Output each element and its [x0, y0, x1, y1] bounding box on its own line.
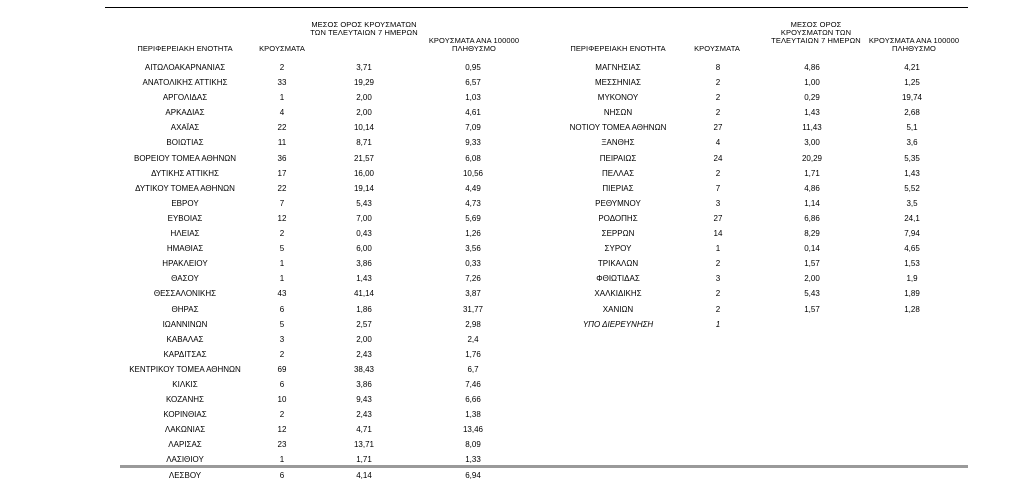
left-header-region: ΠΕΡΙΦΕΡΕΙΑΚΗ ΕΝΟΤΗΤΑ: [137, 44, 233, 53]
cell-avg7: 9,43: [356, 395, 372, 405]
cell-avg7: 5,43: [804, 289, 820, 299]
cell-cases: 1: [279, 259, 285, 269]
cell-cases: 17: [277, 168, 287, 178]
cell-avg7: 1,14: [804, 198, 820, 208]
cell-region: ΑΧΑΪΑΣ: [170, 123, 200, 133]
right-header-cases: ΚΡΟΥΣΜΑΤΑ: [694, 44, 740, 53]
cell-cases: 24: [713, 153, 723, 163]
cell-region: ΦΘΙΩΤΙΔΑΣ: [596, 274, 640, 284]
cell-region: ΚΙΛΚΙΣ: [172, 379, 198, 389]
cell-region: ΜΑΓΝΗΣΙΑΣ: [595, 63, 641, 72]
cell-per100k: 1,38: [465, 410, 481, 420]
cell-per100k: 1,89: [904, 289, 920, 299]
cell-region: ΚΕΝΤΡΙΚΟΥ ΤΟΜΕΑ ΑΘΗΝΩΝ: [129, 364, 241, 374]
cell-avg7: 0,43: [356, 229, 372, 239]
cell-region: ΞΑΝΘΗΣ: [601, 138, 635, 148]
cell-per100k: 1,53: [904, 259, 920, 269]
table-row: [0, 392, 520, 407]
table-row: [0, 105, 1024, 120]
table-row: [0, 151, 1024, 166]
table-row: [0, 271, 1024, 286]
cell-cases: 27: [713, 123, 723, 133]
cell-cases: 12: [277, 213, 287, 223]
cell-per100k: 1,25: [904, 78, 920, 88]
cell-cases: 2: [715, 108, 721, 118]
cell-cases: 14: [713, 229, 723, 239]
cell-region: ΙΩΑΝΝΙΝΩΝ: [162, 319, 208, 329]
cell-per100k: 1,03: [465, 93, 481, 103]
table-row: [0, 347, 520, 362]
cell-cases: 22: [277, 183, 287, 193]
cell-per100k: 7,26: [465, 274, 481, 284]
cell-avg7: 3,71: [356, 63, 372, 72]
table-row: [0, 407, 520, 422]
cell-per100k: 13,46: [462, 425, 484, 435]
cell-avg7: 8,29: [804, 229, 820, 239]
cell-cases: 69: [277, 364, 287, 374]
cell-per100k: 1,76: [465, 349, 481, 359]
cell-region: ΛΕΣΒΟΥ: [168, 470, 202, 480]
cell-per100k: 4,73: [465, 198, 481, 208]
cell-avg7: 5,43: [356, 198, 372, 208]
cell-per100k: 6,7: [467, 364, 479, 374]
cell-region: ΕΥΒΟΙΑΣ: [167, 213, 203, 223]
cell-region: ΠΙΕΡΙΑΣ: [602, 183, 634, 193]
cell-avg7: 4,86: [804, 183, 820, 193]
cell-cases: 2: [715, 93, 721, 103]
cell-avg7: 4,86: [804, 63, 820, 72]
cell-region: ΔΥΤΙΚΗΣ ΑΤΤΙΚΗΣ: [151, 168, 219, 178]
cell-avg7: 2,43: [356, 349, 372, 359]
cell-per100k: 6,08: [465, 153, 481, 163]
cell-per100k: 6,57: [465, 78, 481, 88]
cell-cases: 3: [715, 198, 721, 208]
cell-region: ΘΕΣΣΑΛΟΝΙΚΗΣ: [153, 289, 217, 299]
cell-region: ΒΟΙΩΤΙΑΣ: [166, 138, 204, 148]
cell-region: ΘΑΣΟΥ: [171, 274, 199, 284]
cell-per100k: 5,35: [904, 153, 920, 163]
cell-region: ΛΑΡΙΣΑΣ: [168, 440, 202, 450]
table-row: [0, 241, 1024, 256]
cell-region: ΕΒΡΟΥ: [171, 198, 199, 208]
cell-per100k: 4,49: [465, 183, 481, 193]
table-row: [0, 286, 1024, 301]
cell-region: ΜΕΣΣΗΝΙΑΣ: [595, 78, 641, 88]
cell-region: ΧΑΛΚΙΔΙΚΗΣ: [594, 289, 642, 299]
cell-avg7: 1,71: [804, 168, 820, 178]
cell-avg7: 3,86: [356, 259, 372, 269]
table-row: [0, 422, 520, 437]
cell-region: ΤΡΙΚΑΛΩΝ: [597, 259, 639, 269]
cell-avg7: 2,00: [356, 108, 372, 118]
cell-avg7: 1,43: [804, 108, 820, 118]
cell-avg7: 4,14: [356, 470, 372, 480]
cell-cases: 12: [277, 425, 287, 435]
table-row: [0, 196, 1024, 211]
cell-avg7: 21,57: [353, 153, 375, 163]
cell-region: ΗΡΑΚΛΕΙΟΥ: [162, 259, 208, 269]
cell-cases: 1: [279, 455, 285, 465]
cell-region: ΛΑΚΩΝΙΑΣ: [164, 425, 206, 435]
cell-cases: 7: [715, 183, 721, 193]
left-header-avg7: ΜΕΣΟΣ ΟΡΟΣ ΚΡΟΥΣΜΑΤΩΝ ΤΩΝ ΤΕΛΕΥΤΑΙΩΝ 7 ΗΜΕΡΩΝ: [310, 20, 418, 37]
table-row: [0, 135, 1024, 150]
cell-cases: 22: [277, 123, 287, 133]
cell-avg7: 6,86: [804, 213, 820, 223]
cell-cases: 3: [279, 334, 285, 344]
table-row: [0, 166, 1024, 181]
cell-region: ΔΥΤΙΚΟΥ ΤΟΜΕΑ ΑΘΗΝΩΝ: [135, 183, 235, 193]
cell-cases: 8: [715, 63, 721, 72]
cell-per100k: 1,33: [465, 455, 481, 465]
cell-per100k: 1,9: [906, 274, 918, 284]
cell-per100k: 5,1: [906, 123, 918, 133]
cell-region: ΗΛΕΙΑΣ: [170, 229, 200, 239]
cell-cases: 4: [279, 108, 285, 118]
cell-per100k: 3,5: [906, 198, 918, 208]
cell-region: ΝΟΤΙΟΥ ΤΟΜΕΑ ΑΘΗΝΩΝ: [569, 123, 667, 133]
right-header-per100k: ΚΡΟΥΣΜΑΤΑ ΑΝΑ 100000 ΠΛΗΘΥΣΜΟ: [868, 36, 960, 53]
cell-per100k: 0,95: [465, 63, 481, 72]
cell-avg7: 19,14: [353, 183, 375, 193]
cell-cases: 5: [279, 244, 285, 254]
cell-per100k: 24,1: [904, 213, 920, 223]
cell-cases: 6: [279, 379, 285, 389]
cell-per100k: 7,46: [465, 379, 481, 389]
cell-region: ΥΠΟ ΔΙΕΡΕΥΝΗΣΗ: [582, 319, 654, 329]
cell-per100k: 7,09: [465, 123, 481, 133]
cell-cases: 2: [715, 259, 721, 269]
cell-avg7: 2,00: [356, 93, 372, 103]
cell-cases: 36: [277, 153, 287, 163]
cell-avg7: 1,57: [804, 259, 820, 269]
right-header-region: ΠΕΡΙΦΕΡΕΙΑΚΗ ΕΝΟΤΗΤΑ: [570, 44, 666, 53]
cell-per100k: 0,33: [465, 259, 481, 269]
cell-avg7: 3,86: [356, 379, 372, 389]
cell-per100k: 2,98: [465, 319, 481, 329]
cell-cases: 23: [277, 440, 287, 450]
left-header-per100k: ΚΡΟΥΣΜΑΤΑ ΑΝΑ 100000 ΠΛΗΘΥΣΜΟ: [428, 36, 520, 53]
cell-cases: 4: [715, 138, 721, 148]
right-header-avg7: ΜΕΣΟΣ ΟΡΟΣ ΚΡΟΥΣΜΑΤΩΝ ΤΩΝ ΤΕΛΕΥΤΑΙΩΝ 7 ΗΜΕΡΩΝ: [771, 20, 861, 45]
table-row: [0, 332, 520, 347]
cell-cases: 7: [279, 198, 285, 208]
cell-per100k: 4,21: [904, 63, 920, 72]
cell-region: ΑΝΑΤΟΛΙΚΗΣ ΑΤΤΙΚΗΣ: [142, 78, 228, 88]
table-row: [0, 362, 520, 377]
cell-avg7: 8,71: [356, 138, 372, 148]
cell-region: ΡΕΘΥΜΝΟΥ: [595, 198, 641, 208]
cell-avg7: 4,71: [356, 425, 372, 435]
cell-region: ΡΟΔΟΠΗΣ: [598, 213, 638, 223]
table-row: [0, 181, 1024, 196]
cell-cases: 2: [279, 410, 285, 420]
cell-per100k: 3,6: [906, 138, 918, 148]
table-row: [0, 60, 1024, 75]
table-row: [0, 120, 1024, 135]
table-row: [0, 90, 1024, 105]
cell-cases: 2: [715, 78, 721, 88]
cell-avg7: 38,43: [353, 364, 375, 374]
cell-per100k: 2,4: [467, 334, 479, 344]
cell-avg7: 1,71: [356, 455, 372, 465]
table-row: [0, 75, 1024, 90]
cell-cases: 10: [277, 395, 287, 405]
cell-avg7: 20,29: [801, 153, 823, 163]
cell-per100k: 3,87: [465, 289, 481, 299]
cell-per100k: 6,66: [465, 395, 481, 405]
cell-cases: 1: [279, 93, 285, 103]
cell-per100k: 6,94: [465, 470, 481, 480]
cell-avg7: 1,86: [356, 304, 372, 314]
cell-avg7: 6,00: [356, 244, 372, 254]
cell-region: ΑΙΤΩΛΟΑΚΑΡΝΑΝΙΑΣ: [144, 63, 226, 72]
cell-per100k: 7,94: [904, 229, 920, 239]
cell-region: ΝΗΣΩΝ: [603, 108, 633, 118]
cell-cases: 6: [279, 304, 285, 314]
table-row: [0, 377, 520, 392]
table-row: [0, 226, 1024, 241]
cell-per100k: 1,43: [904, 168, 920, 178]
cell-region: ΣΥΡΟΥ: [604, 244, 632, 254]
cell-avg7: 13,71: [353, 440, 375, 450]
cell-cases: 11: [277, 138, 287, 148]
cell-region: ΚΑΡΔΙΤΣΑΣ: [163, 349, 207, 359]
cell-region: ΧΑΝΙΩΝ: [602, 304, 634, 314]
cell-cases: 33: [277, 78, 287, 88]
cell-cases: 2: [715, 304, 721, 314]
cell-per100k: 5,69: [465, 213, 481, 223]
cell-avg7: 7,00: [356, 213, 372, 223]
cell-region: ΚΟΡΙΝΘΙΑΣ: [163, 410, 207, 420]
cell-avg7: 11,43: [802, 123, 822, 133]
cell-cases: 43: [277, 289, 287, 299]
cell-region: ΠΕΙΡΑΙΩΣ: [599, 153, 637, 163]
cell-cases: 2: [279, 349, 285, 359]
cell-cases: 2: [279, 63, 285, 72]
cell-per100k: 8,09: [465, 440, 481, 450]
cell-region: ΑΡΚΑΔΙΑΣ: [165, 108, 205, 118]
cell-region: ΘΗΡΑΣ: [171, 304, 199, 314]
cell-cases: 2: [715, 289, 721, 299]
cell-cases: 5: [279, 319, 285, 329]
cell-cases: 1: [279, 274, 285, 284]
cell-region: ΚΑΒΑΛΑΣ: [166, 334, 204, 344]
cell-avg7: 41,14: [353, 289, 375, 299]
table-row: [0, 256, 1024, 271]
table-row: [0, 468, 520, 483]
cell-per100k: 31,77: [462, 304, 484, 314]
cell-region: ΜΥΚΟΝΟΥ: [597, 93, 639, 103]
cell-region: ΚΟΖΑΝΗΣ: [165, 395, 205, 405]
cell-avg7: 1,57: [804, 304, 820, 314]
cell-avg7: 2,00: [356, 334, 372, 344]
cell-avg7: 2,00: [804, 274, 820, 284]
cell-region: ΑΡΓΟΛΙΔΑΣ: [162, 93, 208, 103]
cell-region: ΒΟΡΕΙΟΥ ΤΟΜΕΑ ΑΘΗΝΩΝ: [133, 153, 237, 163]
cell-avg7: 2,57: [356, 319, 372, 329]
cell-cases: 1: [715, 319, 721, 329]
table-row: [0, 211, 1024, 226]
cell-region: ΗΜΑΘΙΑΣ: [166, 244, 204, 254]
cell-cases: 27: [713, 213, 723, 223]
left-header-cases: ΚΡΟΥΣΜΑΤΑ: [259, 44, 305, 53]
cell-avg7: 1,43: [356, 274, 372, 284]
cell-avg7: 2,43: [356, 410, 372, 420]
cell-per100k: 5,52: [904, 183, 920, 193]
cell-avg7: 0,29: [804, 93, 820, 103]
cell-per100k: 4,61: [465, 108, 481, 118]
cell-per100k: 1,26: [465, 229, 481, 239]
cell-per100k: 1,28: [904, 304, 920, 314]
cell-region: ΛΑΣΙΘΙΟΥ: [166, 455, 204, 465]
cell-per100k: 10,56: [462, 168, 484, 178]
cell-region: ΣΕΡΡΩΝ: [601, 229, 635, 239]
cell-avg7: 3,00: [804, 138, 820, 148]
cell-avg7: 16,00: [353, 168, 375, 178]
cell-per100k: 9,33: [465, 138, 481, 148]
cell-per100k: 19,74: [901, 93, 923, 103]
cell-avg7: 0,14: [804, 244, 820, 254]
right-table: [0, 60, 1024, 332]
cell-per100k: 4,65: [904, 244, 920, 254]
table-row: [0, 317, 1024, 332]
cell-cases: 3: [715, 274, 721, 284]
cell-per100k: 3,56: [465, 244, 481, 254]
cell-cases: 2: [279, 229, 285, 239]
cell-per100k: 2,68: [904, 108, 920, 118]
cell-avg7: 1,00: [804, 78, 820, 88]
cell-cases: 6: [279, 470, 285, 480]
bottom-rule: [120, 465, 968, 468]
cell-cases: 2: [715, 168, 721, 178]
cell-avg7: 10,14: [353, 123, 375, 133]
cell-avg7: 19,29: [353, 78, 375, 88]
cell-region: ΠΕΛΛΑΣ: [601, 168, 635, 178]
table-row: [0, 437, 520, 452]
top-rule: [105, 7, 968, 8]
table-row: [0, 302, 1024, 317]
cell-cases: 1: [715, 244, 721, 254]
